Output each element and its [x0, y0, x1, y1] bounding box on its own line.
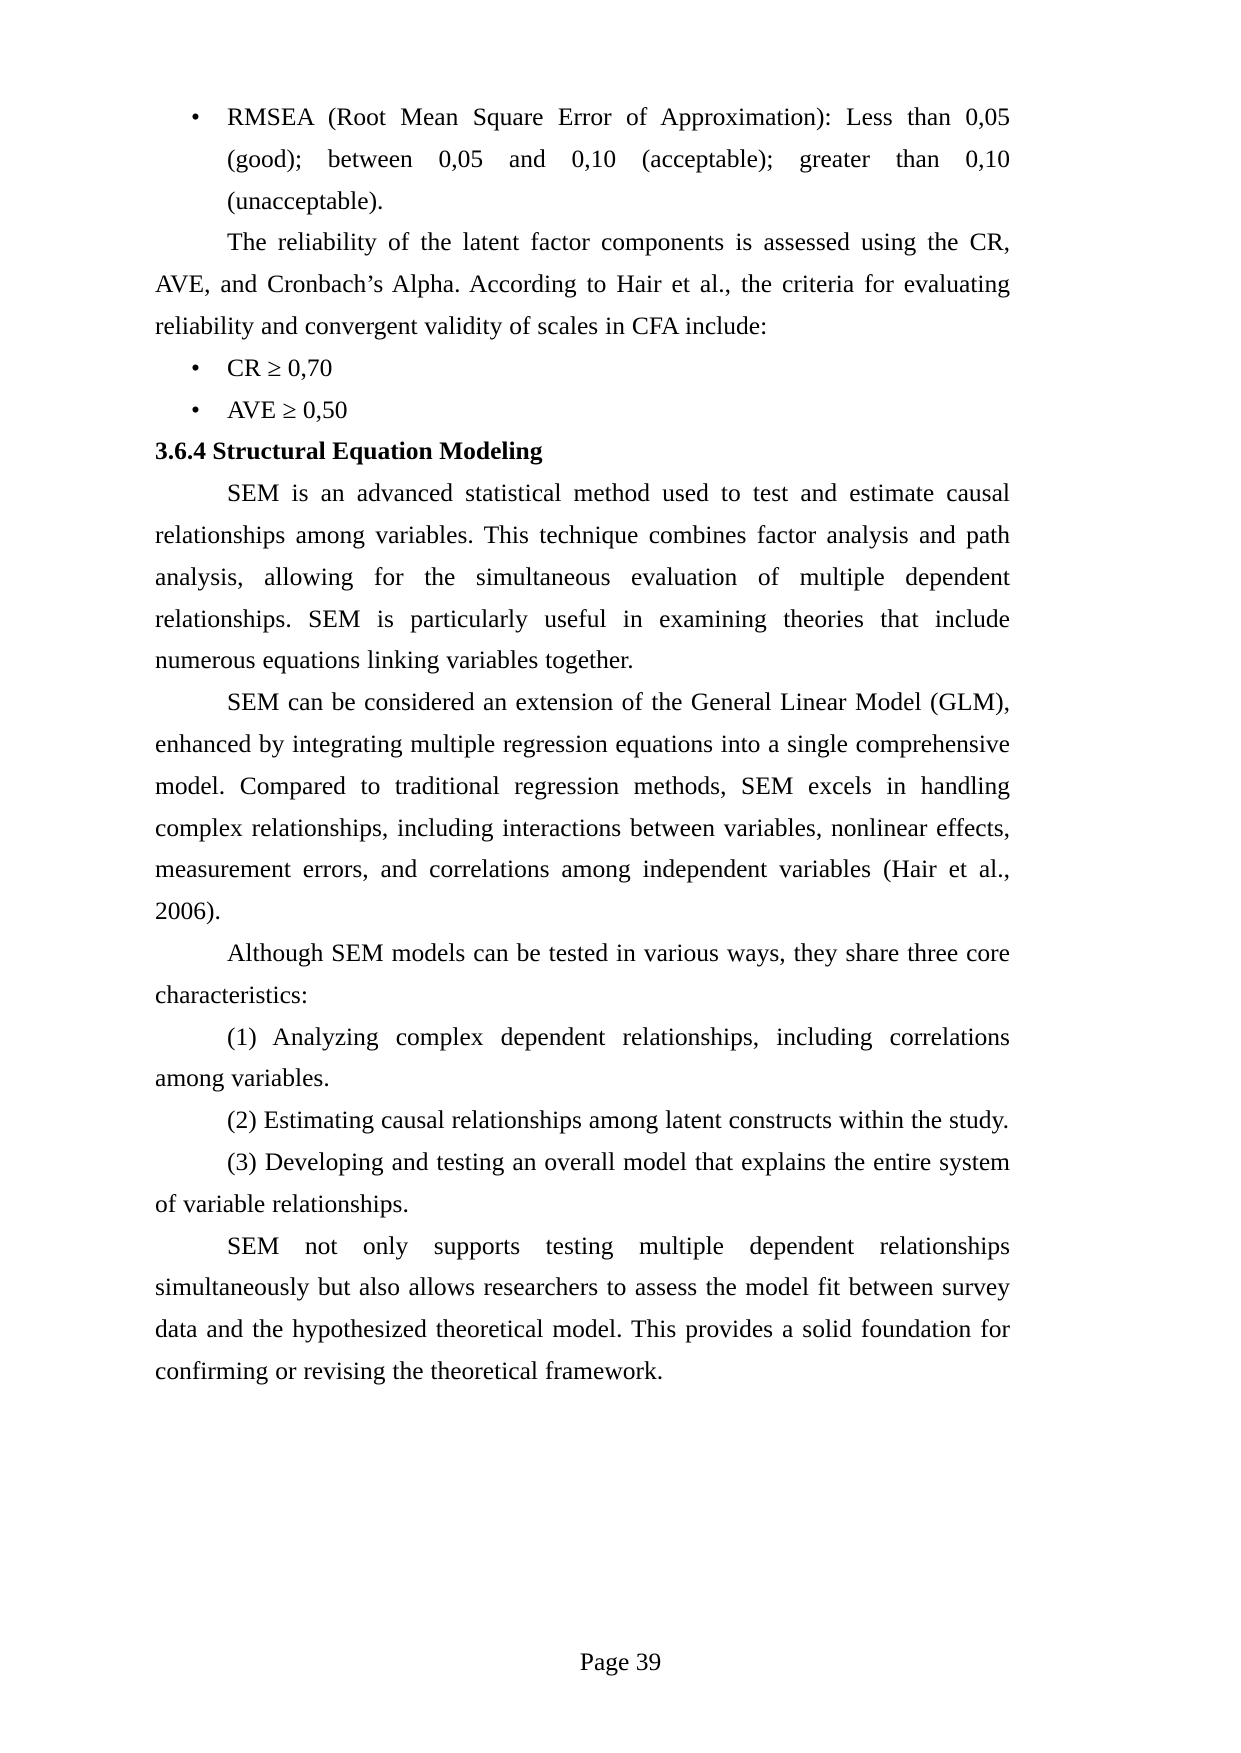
bullet-rmsea-text: RMSEA (Root Mean Square Error of Approximation): Less than 0,05 (good); between 0,05 and 0,10 (acceptable); greater than 0,10 (unacceptable). — [227, 102, 1010, 215]
list-item — [155, 347, 1010, 389]
page-content — [155, 96, 1010, 1392]
page-footer — [0, 1645, 1241, 1679]
numbered-point-3: (3) Developing and testing an overall model that explains the entire system of variable relationships. — [155, 1146, 1010, 1218]
page-number-label: Page 39 — [579, 1647, 662, 1676]
numbered-point-2: (2) Estimating causal relationships among latent constructs within the study. — [227, 1105, 1009, 1135]
fit-index-bullet-list — [155, 96, 1010, 221]
paragraph-sem-glm: SEM can be considered an extension of the General Linear Model (GLM), enhanced by integrating multiple regression equations into a single comprehensive model. Compared to traditional regression methods, SEM excels in handling complex relationships, including interactions between variables, nonlinear effects, measurement errors, and correlations among independent variables (Hair et al., 2006). — [155, 687, 1010, 926]
paragraph-core-characteristics: Although SEM models can be tested in various ways, they share three core characteristics: — [155, 937, 1010, 1009]
bullet-ave-text: AVE ≥ 0,50 — [227, 394, 348, 424]
bullet-icon: • — [191, 394, 200, 424]
paragraph-reliability: The reliability of the latent factor components is assessed using the CR, AVE, and Cronbach’s Alpha. According to Hair et al., the criteria for evaluating reliability and convergent validity of scales in CFA include: — [155, 227, 1010, 340]
bullet-cr-text: CR ≥ 0,70 — [227, 352, 333, 382]
list-item — [155, 96, 1010, 221]
criteria-bullet-list — [155, 347, 1010, 431]
bullet-icon: • — [191, 352, 200, 382]
numbered-point-1: (1) Analyzing complex dependent relationships, including correlations among variables. — [155, 1021, 1010, 1093]
paragraph-sem-intro: SEM is an advanced statistical method used to test and estimate causal relationships among variables. This technique combines factor analysis and path analysis, allowing for the simultaneous evaluation of multiple dependent relationships. SEM is particularly useful in examining theories that include numerous equations linking variables together. — [155, 478, 1010, 675]
section-heading-3-6-4: 3.6.4 Structural Equation Modeling — [155, 436, 543, 466]
paragraph-sem-closing: SEM not only supports testing multiple dependent relationships simultaneously but also allows researchers to assess the model fit between survey data and the hypothesized theoretical model. This provides a solid foundation for confirming or revising the theoretical framework. — [155, 1230, 1010, 1385]
bullet-icon: • — [191, 102, 200, 131]
list-item — [155, 389, 1010, 431]
